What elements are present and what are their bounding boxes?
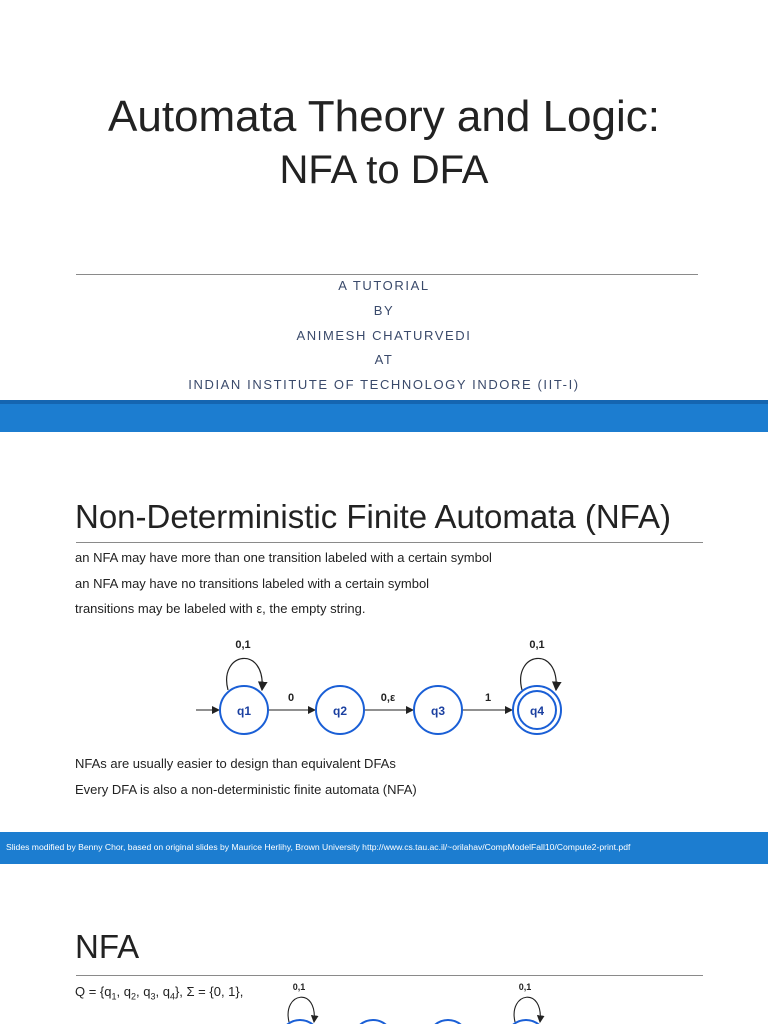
slide-title-line2: NFA to DFA <box>279 148 489 192</box>
state-label: q2 <box>332 704 348 718</box>
self-loop-q1 <box>288 997 314 1022</box>
loop-label: 0,1 <box>518 982 532 992</box>
state-label: q1 <box>236 704 252 718</box>
state-label: q4 <box>529 704 545 718</box>
subtitle-line: A TUTORIAL <box>338 278 430 293</box>
bullet-text: an NFA may have no transitions labeled with a certain symbol <box>75 576 430 591</box>
bullet-text: an NFA may have more than one transition labeled with a certain symbol <box>75 550 492 565</box>
subtitle-line: AT <box>374 352 394 367</box>
loop-label: 0,1 <box>292 982 306 992</box>
subtitle-line: BY <box>373 303 395 318</box>
edge-label: 0 <box>287 692 295 704</box>
state-q3 <box>428 1020 468 1024</box>
bullet-text: Every DFA is also a non-deterministic finite automata (NFA) <box>75 782 417 797</box>
nfa-formal-slide <box>0 864 768 1024</box>
nfa-diagram <box>0 432 768 832</box>
slide-title-line1: Automata Theory and Logic: <box>108 92 660 141</box>
loop-label: 0,1 <box>529 639 545 651</box>
slide-separator-band <box>0 400 768 432</box>
formal-definition: $Q = \{q_1$, $q_2$, $q_3$, $q_4$}, Σ = {0, 1}, <box>75 984 244 1002</box>
state-q2 <box>353 1020 393 1024</box>
slide-heading: NFA <box>75 928 140 965</box>
self-loop-q4 <box>514 997 540 1022</box>
edge-label: 0,ε <box>380 692 396 704</box>
slide-footer-band <box>0 832 768 864</box>
nfa-definition-slide <box>0 432 768 832</box>
nfa-diagram-small <box>0 864 768 1024</box>
loop-label: 0,1 <box>235 639 251 651</box>
slide-heading: Non-Deterministic Finite Automata (NFA) <box>75 498 672 535</box>
state-label: q3 <box>430 704 446 718</box>
bullet-text: NFAs are usually easier to design than equivalent DFAs <box>75 756 396 771</box>
footer-credit: Slides modified by Benny Chor, based on original slides by Maurice Herlihy, Brown University http://www.cs.tau.ac.il/~orilahav/CompModelFall10/Compute2-print.pdf <box>6 842 631 852</box>
bullet-text: transitions may be labeled with ε, the empty string. <box>75 601 366 616</box>
subtitle-line: ANIMESH CHATURVEDI <box>296 328 472 343</box>
edge-label: 1 <box>484 692 492 704</box>
title-slide <box>0 0 768 400</box>
band-edge <box>0 400 768 404</box>
title-divider <box>76 274 698 275</box>
subtitle-line: INDIAN INSTITUTE OF TECHNOLOGY INDORE (IIT-I) <box>188 377 580 392</box>
